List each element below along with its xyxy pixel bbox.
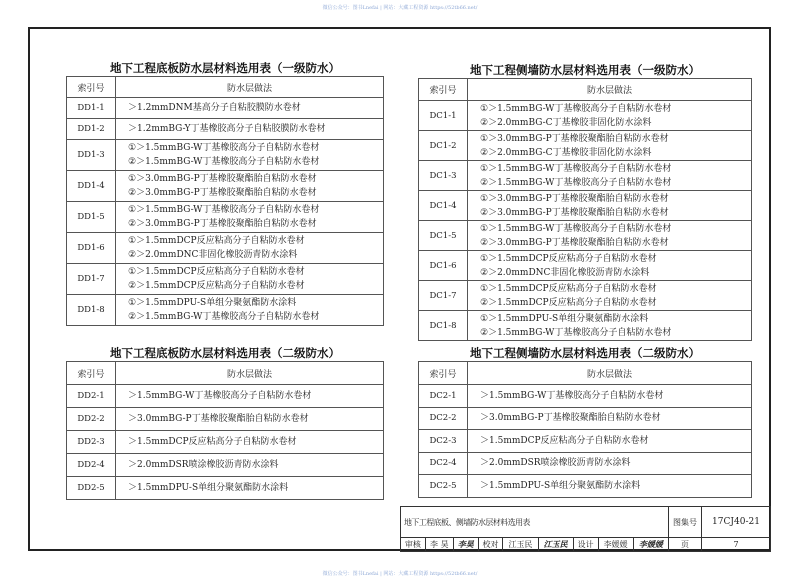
row-index: DC1-7 xyxy=(419,281,468,311)
row-index: DD2-5 xyxy=(67,477,116,500)
table-row xyxy=(67,264,384,295)
method-line: ＞1.5mmDPU-S单组分聚氨酯防水涂料 xyxy=(480,480,641,491)
row-method xyxy=(116,119,384,140)
method-line: ②＞1.5mmDCP反应粘高分子自粘防水卷材 xyxy=(480,297,657,308)
method-line: ①＞1.5mmDCP反应粘高分子自粘防水卷材 xyxy=(480,283,657,294)
method-line: ＞1.5mmDCP反应粘高分子自粘防水卷材 xyxy=(480,435,649,446)
row-index: DC1-1 xyxy=(419,101,468,131)
table-row xyxy=(419,475,752,498)
method-line: ②＞1.5mmBG-W丁基橡胶高分子自粘防水卷材 xyxy=(480,177,672,188)
row-method xyxy=(116,385,384,408)
row-index: DC1-4 xyxy=(419,191,468,221)
table-row xyxy=(67,454,384,477)
table-title-dc2: 地下工程侧墙防水层材料选用表（二级防水） xyxy=(470,346,700,360)
row-method xyxy=(468,191,752,221)
header-index: 索引号 xyxy=(419,79,468,101)
method-line: ①＞1.5mmBG-W丁基橡胶高分子自粘防水卷材 xyxy=(128,205,320,215)
row-index: DD2-1 xyxy=(67,385,116,408)
designer-signature: 李媛媛 xyxy=(633,538,668,552)
table-row xyxy=(419,191,752,221)
table-floor-grade1 xyxy=(66,76,384,326)
row-method xyxy=(468,101,752,131)
method-line: ①＞3.0mmBG-P丁基橡胶聚酯胎自粘防水卷材 xyxy=(128,174,317,184)
header-method: 防水层做法 xyxy=(468,79,752,101)
row-index: DD1-7 xyxy=(67,264,116,295)
method-line: ＞1.5mmBG-W丁基橡胶高分子自粘防水卷材 xyxy=(480,390,664,401)
watermark: 微信公众号：图书Lnefai | 网站：大藏工程资源 https://52tb66.net/ xyxy=(322,5,478,11)
table-row xyxy=(67,295,384,326)
method-line: ①＞1.5mmBG-W丁基橡胶高分子自粘防水卷材 xyxy=(480,163,672,174)
method-line: ①＞1.5mmBG-W丁基橡胶高分子自粘防水卷材 xyxy=(480,103,672,114)
table-row xyxy=(419,311,752,341)
row-method xyxy=(468,407,752,430)
header-row xyxy=(419,362,752,385)
row-method xyxy=(468,161,752,191)
table-row xyxy=(419,131,752,161)
row-index: DC2-1 xyxy=(419,385,468,408)
row-index: DC2-2 xyxy=(419,407,468,430)
row-method xyxy=(116,98,384,119)
table-row xyxy=(419,281,752,311)
row-method xyxy=(116,264,384,295)
method-line: ②＞3.0mmBG-P丁基橡胶聚酯胎自粘防水卷材 xyxy=(480,237,669,248)
row-index: DC2-3 xyxy=(419,430,468,453)
row-index: DC1-2 xyxy=(419,131,468,161)
reviewer-name: 李 昊 xyxy=(425,538,453,552)
row-method xyxy=(468,452,752,475)
table-row xyxy=(419,101,752,131)
row-method xyxy=(116,431,384,454)
method-line: ①＞1.5mmBG-W丁基橡胶高分子自粘防水卷材 xyxy=(128,143,320,153)
method-line: ＞3.0mmBG-P丁基橡胶聚酯胎自粘防水卷材 xyxy=(128,414,309,424)
row-index: DC2-5 xyxy=(419,475,468,498)
method-line: ①＞1.5mmDCP反应粘高分子自粘防水卷材 xyxy=(128,236,305,246)
row-method xyxy=(468,430,752,453)
method-line: ＞1.5mmBG-W丁基橡胶高分子自粘防水卷材 xyxy=(128,391,312,401)
method-line: ＞1.2mmBG-Y丁基橡胶高分子自粘胶膜防水卷材 xyxy=(128,124,326,134)
table-row xyxy=(67,431,384,454)
row-method xyxy=(116,454,384,477)
row-method xyxy=(116,295,384,326)
atlas-label: 图集号 xyxy=(669,507,702,538)
row-index: DD1-5 xyxy=(67,202,116,233)
row-index: DD2-2 xyxy=(67,408,116,431)
header-method: 防水层做法 xyxy=(116,77,384,98)
method-line: ②＞2.0mmDNC非固化橡胶沥青防水涂料 xyxy=(480,267,650,278)
header-method: 防水层做法 xyxy=(468,362,752,385)
atlas-number: 17CJ40-21 xyxy=(702,507,771,538)
method-line: ②＞1.5mmBG-W丁基橡胶高分子自粘防水卷材 xyxy=(480,327,672,338)
method-line: ＞1.5mmDPU-S单组分聚氨酯防水涂料 xyxy=(128,483,289,493)
method-line: ＞1.2mmDNM基高分子自粘胶膜防水卷材 xyxy=(128,103,301,113)
table-row xyxy=(67,119,384,140)
table-row xyxy=(67,408,384,431)
table-title-dc1: 地下工程侧墙防水层材料选用表（一级防水） xyxy=(470,63,700,77)
table-row xyxy=(67,233,384,264)
table-row xyxy=(67,171,384,202)
row-index: DD1-8 xyxy=(67,295,116,326)
table-row xyxy=(67,202,384,233)
table-wall-grade2 xyxy=(418,361,752,498)
row-method xyxy=(116,477,384,500)
method-line: ②＞2.0mmDNC非固化橡胶沥青防水涂料 xyxy=(128,250,298,260)
checker-signature: 江玉民 xyxy=(538,538,573,552)
watermark-bottom: 微信公众号：图书Lnefai | 网站：大藏工程资源 https://52tb66.net/ xyxy=(322,571,478,577)
table-floor-grade2 xyxy=(66,361,384,500)
header-index: 索引号 xyxy=(67,77,116,98)
method-line: ＞3.0mmBG-P丁基橡胶聚酯胎自粘防水卷材 xyxy=(480,413,661,424)
table-row xyxy=(419,430,752,453)
header-index: 索引号 xyxy=(67,362,116,385)
header-row xyxy=(67,77,384,98)
method-line: ＞2.0mmDSR喷涂橡胶沥青防水涂料 xyxy=(128,460,279,470)
method-line: ①＞3.0mmBG-P丁基橡胶聚酯胎自粘防水卷材 xyxy=(480,193,669,204)
table-row xyxy=(67,477,384,500)
table-wall-grade1 xyxy=(418,78,752,341)
table-row xyxy=(419,407,752,430)
row-index: DD1-1 xyxy=(67,98,116,119)
table-row xyxy=(67,98,384,119)
page-label: 页 xyxy=(669,538,702,552)
row-index: DD2-4 xyxy=(67,454,116,477)
row-method xyxy=(468,251,752,281)
header-row xyxy=(419,79,752,101)
table-row xyxy=(419,385,752,408)
method-line: ①＞1.5mmDCP反应粘高分子自粘防水卷材 xyxy=(480,253,657,264)
table-row xyxy=(67,385,384,408)
table-row xyxy=(67,140,384,171)
method-line: ①＞1.5mmDPU-S单组分聚氨酯防水涂料 xyxy=(128,298,297,308)
row-method xyxy=(468,311,752,341)
method-line: ②＞3.0mmBG-P丁基橡胶聚酯胎自粘防水卷材 xyxy=(128,188,317,198)
method-line: ②＞2.0mmBG-C丁基橡胶非固化防水涂料 xyxy=(480,147,652,158)
method-line: ①＞3.0mmBG-P丁基橡胶聚酯胎自粘防水卷材 xyxy=(480,133,669,144)
row-method xyxy=(468,475,752,498)
table-row xyxy=(419,161,752,191)
row-index: DD1-4 xyxy=(67,171,116,202)
row-index: DC1-5 xyxy=(419,221,468,251)
checker-name: 江玉民 xyxy=(503,538,538,552)
row-index: DC1-6 xyxy=(419,251,468,281)
row-method xyxy=(468,221,752,251)
method-line: ②＞3.0mmBG-P丁基橡胶聚酯胎自粘防水卷材 xyxy=(480,207,669,218)
page-number: 7 xyxy=(702,538,771,552)
title-block xyxy=(400,506,771,552)
table-title-dd2: 地下工程底板防水层材料选用表（二级防水） xyxy=(110,346,340,360)
method-line: ②＞2.0mmBG-C丁基橡胶非固化防水涂料 xyxy=(480,117,652,128)
row-method xyxy=(116,202,384,233)
table-row xyxy=(419,251,752,281)
row-method xyxy=(468,131,752,161)
table-title-dd1: 地下工程底板防水层材料选用表（一级防水） xyxy=(110,61,340,75)
method-line: ＞1.5mmDCP反应粘高分子自粘防水卷材 xyxy=(128,437,297,447)
design-label: 设计 xyxy=(573,538,598,552)
review-label: 审核 xyxy=(401,538,426,552)
row-method xyxy=(116,171,384,202)
reviewer-signature: 李昊 xyxy=(453,538,478,552)
row-method xyxy=(116,140,384,171)
method-line: ＞2.0mmDSR喷涂橡胶沥青防水涂料 xyxy=(480,458,631,469)
method-line: ①＞1.5mmDPU-S单组分聚氨酯防水涂料 xyxy=(480,313,649,324)
row-method xyxy=(116,233,384,264)
row-method xyxy=(116,408,384,431)
drawing-title: 地下工程底板、侧墙防水层材料选用表 xyxy=(401,507,669,538)
row-index: DC2-4 xyxy=(419,452,468,475)
header-row xyxy=(67,362,384,385)
method-line: ②＞3.0mmBG-P丁基橡胶聚酯胎自粘防水卷材 xyxy=(128,219,317,229)
row-index: DC1-3 xyxy=(419,161,468,191)
header-index: 索引号 xyxy=(419,362,468,385)
row-index: DD1-6 xyxy=(67,233,116,264)
method-line: ①＞1.5mmBG-W丁基橡胶高分子自粘防水卷材 xyxy=(480,223,672,234)
row-index: DD1-2 xyxy=(67,119,116,140)
header-method: 防水层做法 xyxy=(116,362,384,385)
row-method xyxy=(468,385,752,408)
method-line: ②＞1.5mmBG-W丁基橡胶高分子自粘防水卷材 xyxy=(128,312,320,322)
row-index: DD2-3 xyxy=(67,431,116,454)
method-line: ①＞1.5mmDCP反应粘高分子自粘防水卷材 xyxy=(128,267,305,277)
table-row xyxy=(419,452,752,475)
row-method xyxy=(468,281,752,311)
method-line: ②＞1.5mmBG-W丁基橡胶高分子自粘防水卷材 xyxy=(128,157,320,167)
method-line: ②＞1.5mmDCP反应粘高分子自粘防水卷材 xyxy=(128,281,305,291)
table-row xyxy=(419,221,752,251)
designer-name: 李媛媛 xyxy=(598,538,633,552)
row-index: DD1-3 xyxy=(67,140,116,171)
check-label: 校对 xyxy=(478,538,503,552)
row-index: DC1-8 xyxy=(419,311,468,341)
